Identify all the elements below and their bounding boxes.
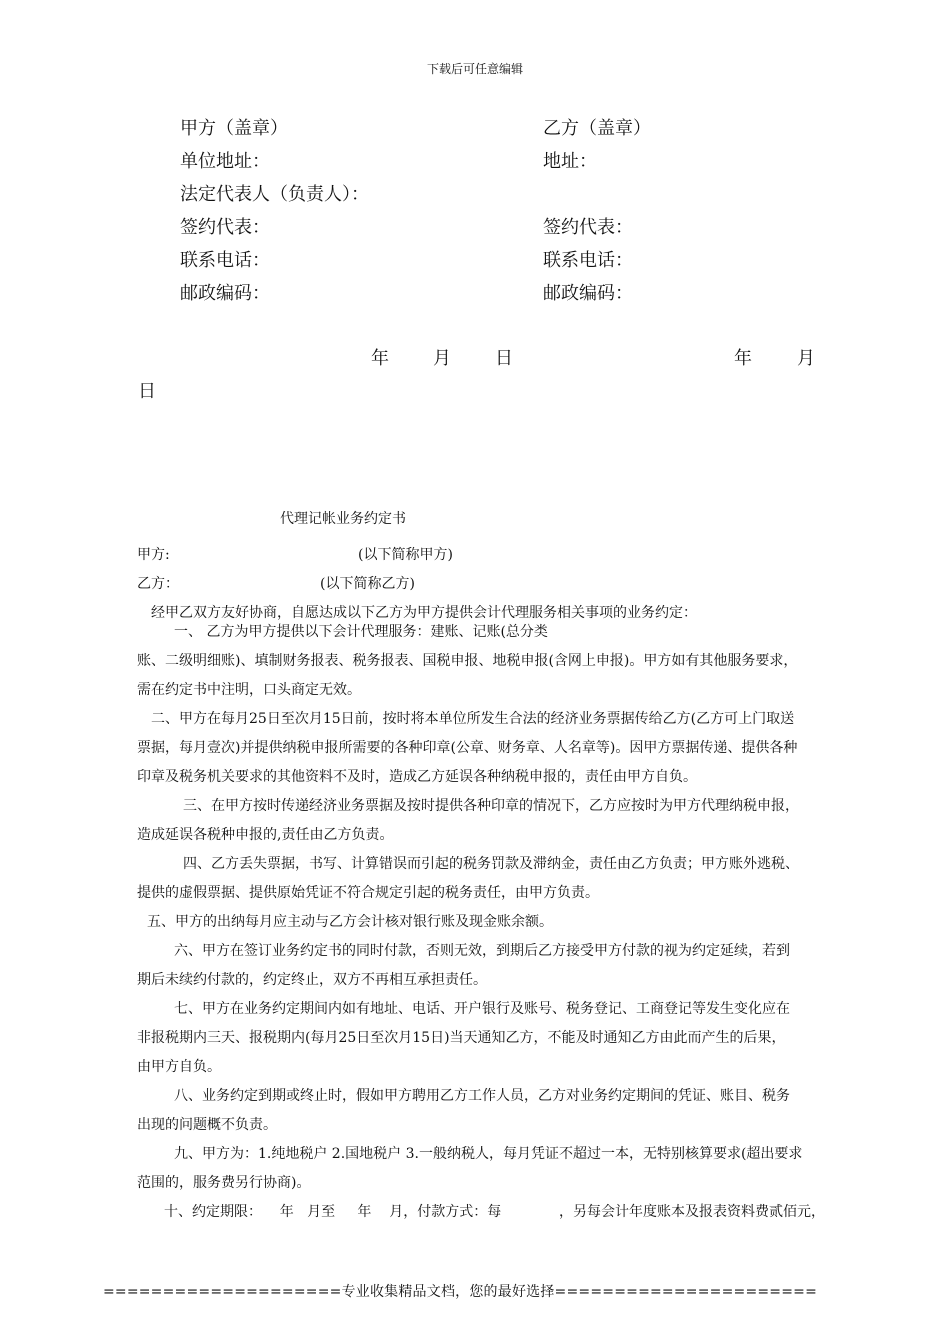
- party-a-legal-rep-label: 法定代表人（负责人）：: [180, 184, 369, 205]
- clause-1-line-3: 需在约定书中注明，口头商定无效。: [137, 682, 361, 698]
- clause-1-line-1: 一、 乙方为甲方提供以下会计代理服务：建账、记账(总分类: [174, 624, 548, 640]
- party-a-postcode-label: 邮政编码：: [180, 283, 270, 304]
- clause-10-line-1: 十、约定期限： 年 月至 年 月，付款方式：每 ，另每会计年度账本及报表资料费贰佰元，: [164, 1204, 826, 1220]
- clause-7-line-3: 由甲方自负。: [137, 1059, 221, 1075]
- clause-8-line-2: 出现的问题概不负责。: [137, 1117, 277, 1133]
- date-right-month: 月: [797, 348, 815, 369]
- clause-4-line-2: 提供的虚假票据、提供原始凭证不符合规定引起的税务责任，由甲方负责。: [137, 885, 599, 901]
- clause-3-line-2: 造成延误各税种申报的,责任由乙方负责。: [137, 827, 394, 843]
- party-a-seal-label: 甲方（盖章）: [180, 118, 288, 139]
- clause-7-line-2: 非报税期内三天、报税期内(每月25日至次月15日)当天通知乙方，不能及时通知乙方由此而产生的后果，: [137, 1030, 786, 1046]
- clause-7-line-1: 七、甲方在业务约定期间内如有地址、电话、开户银行及账号、税务登记、工商登记等发生变化应在: [174, 1001, 790, 1017]
- clause-2-line-2: 票据，每月壹次)并提供纳税申报所需要的各种印章(公章、财务章、人名章等)。因甲方票据传递、提供各种: [137, 740, 798, 756]
- party-a-signatory-label: 签约代表：: [180, 217, 270, 238]
- party-b-seal-label: 乙方（盖章）: [543, 118, 651, 139]
- party-a-phone-label: 联系电话：: [180, 250, 270, 271]
- clause-9-line-2: 范围的，服务费另行协商)。: [137, 1175, 311, 1191]
- party-a-label: 甲方:: [137, 547, 170, 563]
- clause-1-line-2: 账、二级明细账)、填制财务报表、税务报表、国税申报、地税申报(含网上申报)。甲方如有其他服务要求，: [137, 653, 798, 669]
- clause-8-line-1: 八、业务约定到期或终止时，假如甲方聘用乙方工作人员，乙方对业务约定期间的凭证、账目、税务: [174, 1088, 790, 1104]
- date-left-month: 月: [433, 348, 451, 369]
- date-left-day: 日: [495, 348, 513, 369]
- party-b-phone-label: 联系电话：: [543, 250, 633, 271]
- header-note: 下载后可任意编辑: [426, 62, 523, 76]
- party-a-note: (以下简称甲方): [358, 547, 453, 563]
- party-b-note: (以下简称乙方): [320, 576, 415, 592]
- clause-2-line-1: 二、甲方在每月25日至次月15日前，按时将本单位所发生合法的经济业务票据传给乙方(乙方可上门取送: [151, 711, 795, 727]
- party-b-label: 乙方：: [137, 576, 179, 592]
- clause-2-line-3: 印章及税务机关要求的其他资料不及时，造成乙方延误各种纳税申报的，责任由甲方自负。: [137, 769, 697, 785]
- footer-banner: ====================专业收集精品文档，您的最好选择======================: [102, 1284, 818, 1300]
- contract-title: 代理记帐业务约定书: [280, 511, 406, 527]
- party-b-address-label: 地址：: [543, 151, 597, 172]
- clause-6-line-1: 六、甲方在签订业务约定书的同时付款，否则无效，到期后乙方接受甲方付款的视为约定延续，若到: [174, 943, 790, 959]
- party-b-postcode-label: 邮政编码：: [543, 283, 633, 304]
- clause-4-line-1: 四、乙方丢失票据，书写、计算错误而引起的税务罚款及滞纳金，责任由乙方负责；甲方账外逃税、: [183, 856, 799, 872]
- date-right-day: 日: [138, 381, 156, 402]
- contract-intro: 经甲乙双方友好协商，自愿达成以下乙方为甲方提供会计代理服务相关事项的业务约定：: [151, 605, 697, 621]
- clause-3-line-1: 三、在甲方按时传递经济业务票据及按时提供各种印章的情况下，乙方应按时为甲方代理纳税申报，: [183, 798, 799, 814]
- clause-5: 五、甲方的出纳每月应主动与乙方会计核对银行账及现金账余额。: [147, 914, 553, 930]
- clause-6-line-2: 期后未续约付款的，约定终止，双方不再相互承担责任。: [137, 972, 487, 988]
- date-left-year: 年: [371, 348, 389, 369]
- clause-9-line-1: 九、甲方为：1.纯地税户 2.国地税户 3.一般纳税人，每月凭证不超过一本，无特别核算要求(超出要求: [174, 1146, 803, 1162]
- date-right-year: 年: [734, 348, 752, 369]
- party-b-signatory-label: 签约代表：: [543, 217, 633, 238]
- party-a-address-label: 单位地址：: [180, 151, 270, 172]
